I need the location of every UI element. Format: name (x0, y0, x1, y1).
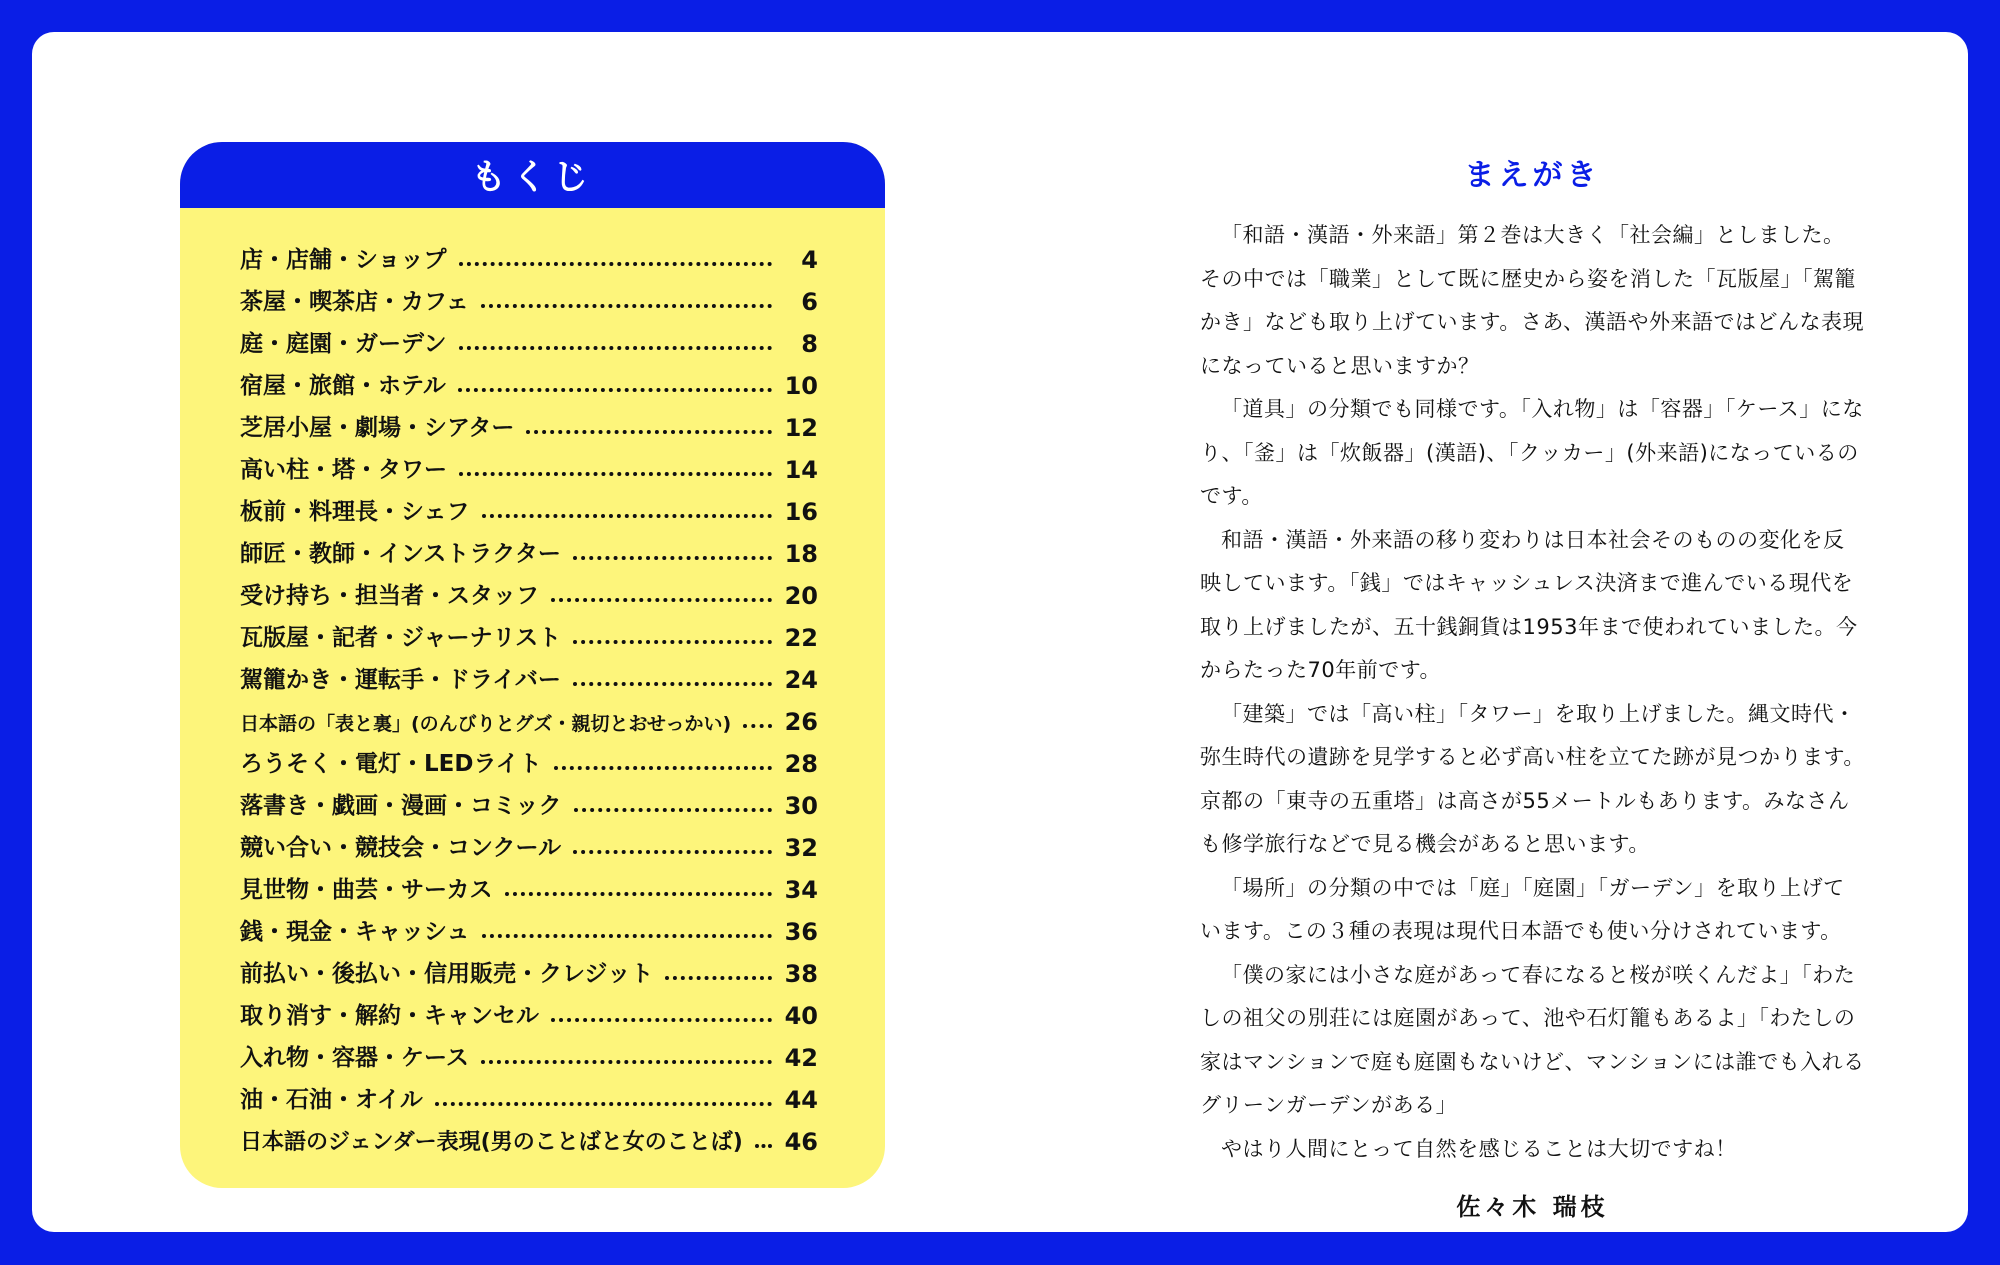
toc-item-label: 茶屋・喫茶店・カフェ (240, 289, 469, 315)
toc-item-label: 店・店舗・ショップ (240, 247, 447, 273)
preface-paragraph: 「道具」の分類でも同様です。「入れ物」は「容器」「ケース」になり、「釜」は「炊飯器」(漢語)、「クッカー」(外来語)になっているのです。 (1200, 397, 1864, 508)
toc-item-label: 油・石油・オイル (240, 1087, 423, 1113)
toc-item-page: 36 (784, 918, 818, 946)
toc-item[interactable] (240, 946, 818, 988)
toc-item[interactable] (240, 736, 818, 778)
toc-item-page: 14 (784, 456, 818, 484)
preface-paragraph: やはり人間にとって自然を感じることは大切ですね！ (1221, 1136, 1737, 1161)
toc-leader-dots (551, 1018, 772, 1022)
toc-item[interactable] (240, 358, 818, 400)
toc-item-page: 44 (784, 1086, 818, 1114)
toc-leader-dots (554, 766, 772, 770)
toc-item[interactable] (240, 652, 818, 694)
toc-item[interactable] (240, 1072, 818, 1114)
table-of-contents (180, 142, 885, 1188)
toc-item-label: 師匠・教師・インストラクター (240, 541, 561, 567)
preface (1200, 150, 1865, 1222)
toc-item-label: 見世物・曲芸・サーカス (240, 877, 493, 903)
preface-paragraph: 「僕の家には小さな庭があって春になると桜が咲くんだよ」「わたしの祖父の別荘には庭園があって、池や石灯籠もあるよ」「わたしの家はマンションで庭も庭園もないけど、マンションには誰でも入れるグリーンガーデンがある」 (1200, 962, 1865, 1117)
preface-paragraph: 和語・漢語・外来語の移り変わりは日本社会そのものの変化を反映しています。「銭」ではキャッシュレス決済まで進んでいる現代を取り上げましたが、五十銭銅貨は1953年まで使われていました。今からたった70年前です。 (1200, 527, 1858, 682)
toc-item-label: 銭・現金・キャッシュ (240, 919, 470, 945)
toc-item-page: 30 (784, 792, 818, 820)
toc-item-page: 20 (784, 582, 818, 610)
toc-item-label: 前払い・後払い・信用販売・クレジット (240, 961, 654, 987)
toc-item-page: 10 (784, 372, 818, 400)
toc-item-page: 42 (784, 1044, 818, 1072)
toc-leader-dots (743, 724, 772, 728)
toc-leader-dots (755, 1144, 772, 1148)
toc-leader-dots (435, 1102, 772, 1106)
preface-paragraph: 「和語・漢語・外来語」第２巻は大きく「社会編」としました。その中では「職業」として既に歴史から姿を消した「瓦版屋」「駕籠かき」なども取り上げています。さあ、漢語や外来語ではどんな表現になっていると思いますか？ (1200, 223, 1864, 378)
toc-header (180, 142, 885, 208)
toc-leader-dots (482, 934, 772, 938)
toc-item[interactable] (240, 1030, 818, 1072)
toc-leader-dots (665, 976, 772, 980)
toc-item-label: 取り消す・解約・キャンセル (240, 1003, 539, 1029)
toc-item-page: 28 (784, 750, 818, 778)
toc-item[interactable] (240, 820, 818, 862)
toc-item[interactable] (240, 232, 818, 274)
toc-item[interactable] (240, 316, 818, 358)
preface-body (1200, 214, 1865, 1171)
toc-item-page: 6 (801, 288, 818, 316)
toc-item-label: 宿屋・旅館・ホテル (240, 373, 446, 399)
toc-item-page: 18 (784, 540, 818, 568)
toc-item-page: 34 (784, 876, 818, 904)
toc-item-label: 競い合い・競技会・コンクール (240, 835, 562, 861)
toc-item[interactable] (240, 610, 818, 652)
toc-item[interactable] (240, 904, 818, 946)
toc-item[interactable] (240, 1114, 818, 1156)
toc-item[interactable] (240, 568, 818, 610)
toc-item-page: 38 (784, 960, 818, 988)
toc-list (240, 232, 818, 1156)
toc-item-page: 26 (784, 708, 818, 736)
toc-item[interactable] (240, 400, 818, 442)
preface-paragraph: 「建築」では「高い柱」「タワー」を取り上げました。縄文時代・弥生時代の遺跡を見学すると必ず高い柱を立てた跡が見つかります。京都の「東寺の五重塔」は高さが55メートルもあります。みなさんも修学旅行などで見る機会があると思います。 (1200, 701, 1865, 856)
toc-leader-dots (573, 556, 772, 560)
toc-item[interactable] (240, 862, 818, 904)
toc-leader-dots (505, 892, 772, 896)
toc-leader-dots (459, 262, 772, 266)
toc-item-label: 入れ物・容器・ケース (240, 1045, 469, 1071)
preface-title: まえがき (1464, 158, 1601, 193)
toc-leader-dots (551, 598, 772, 602)
toc-item[interactable] (240, 274, 818, 316)
toc-item-page: 24 (784, 666, 818, 694)
toc-item-page: 12 (784, 414, 818, 442)
toc-leader-dots (459, 346, 772, 350)
author-name: 佐々木 瑞枝 (1456, 1193, 1609, 1221)
toc-item-label: 受け持ち・担当者・スタッフ (240, 583, 539, 609)
toc-item[interactable] (240, 988, 818, 1030)
toc-leader-dots (573, 640, 772, 644)
toc-item[interactable] (240, 694, 818, 736)
toc-item-page: 16 (784, 498, 818, 526)
toc-leader-dots (459, 472, 772, 476)
toc-item-label: 高い柱・塔・タワー (240, 457, 447, 483)
toc-leader-dots (526, 430, 772, 434)
toc-item-label: 芝居小屋・劇場・シアター (240, 415, 515, 441)
toc-item-page: 8 (801, 330, 818, 358)
preface-paragraph: 「場所」の分類の中では「庭」「庭園」「ガーデン」を取り上げています。この３種の表現は現代日本語でも使い分けされています。 (1200, 875, 1845, 943)
toc-item-label: 瓦版屋・記者・ジャーナリスト (240, 625, 562, 651)
toc-leader-dots (481, 304, 772, 308)
toc-leader-dots (482, 514, 772, 518)
toc-leader-dots (458, 388, 772, 392)
toc-item-page: 4 (801, 246, 818, 274)
toc-item-page: 46 (784, 1128, 818, 1156)
toc-item-label: ろうそく・電灯・LEDライト (240, 751, 542, 777)
toc-item-label: 庭・庭園・ガーデン (240, 331, 447, 357)
toc-item[interactable] (240, 778, 818, 820)
toc-leader-dots (573, 850, 772, 854)
toc-item-label: 日本語のジェンダー表現(男のことばと女のことば) (240, 1130, 743, 1155)
toc-leader-dots (574, 808, 772, 812)
page (32, 32, 1968, 1232)
toc-item-page: 32 (784, 834, 818, 862)
toc-title: もくじ (470, 158, 594, 198)
toc-item-label: 日本語の「表と裏」(のんびりとグズ・親切とおせっかい) (240, 713, 732, 735)
toc-item-label: 板前・料理長・シェフ (240, 499, 470, 525)
toc-item-page: 22 (784, 624, 818, 652)
toc-leader-dots (573, 682, 772, 686)
toc-leader-dots (481, 1060, 772, 1064)
toc-item[interactable] (240, 442, 818, 484)
toc-item-label: 落書き・戯画・漫画・コミック (240, 793, 562, 819)
toc-item-page: 40 (784, 1002, 818, 1030)
toc-item[interactable] (240, 484, 818, 526)
toc-item[interactable] (240, 526, 818, 568)
toc-item-label: 駕籠かき・運転手・ドライバー (240, 667, 561, 693)
